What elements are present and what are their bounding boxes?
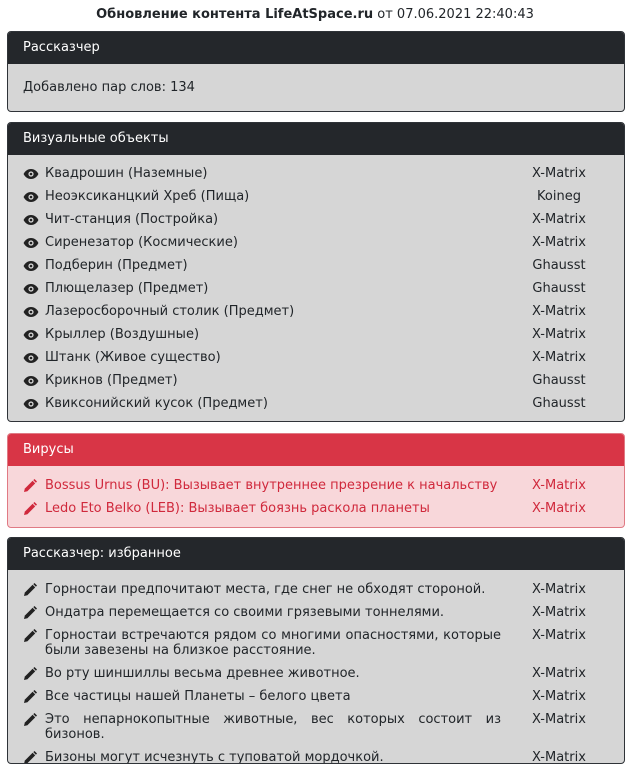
visual-object-row-text: Сиренезатор (Космические): [45, 235, 238, 250]
eye-icon: [23, 323, 45, 346]
virus-row: [23, 497, 609, 520]
pencil-icon: [23, 578, 45, 601]
favorite-row-text: Ондатра перемещается со своими грязевыми тоннелями.: [45, 605, 445, 620]
visual-object-row-author: X-Matrix: [532, 235, 586, 250]
viruses-card-title: Вирусы: [8, 434, 624, 466]
favorite-row-text: Все частицы нашей Планеты – белого цвета: [45, 689, 351, 704]
virus-row: [23, 474, 609, 497]
visual-object-row: [23, 277, 609, 300]
favorite-row: [23, 601, 609, 624]
visual-object-row-text: Крикнов (Предмет): [45, 373, 178, 388]
visual-object-row-text: Квиксонийский кусок (Предмет): [45, 396, 268, 411]
visual-object-row-author: Ghausst: [532, 373, 586, 388]
visual-object-row: [23, 162, 609, 185]
pencil-icon: [23, 624, 45, 647]
favorite-row-author: X-Matrix: [532, 666, 586, 681]
pencil-icon: [23, 601, 45, 624]
visual-object-row: [23, 323, 609, 346]
favorite-row-text: Во рту шиншиллы весьма древнее животное.: [45, 666, 360, 681]
visual-object-row: [23, 392, 609, 415]
visual-object-row: [23, 346, 609, 369]
visual-object-row-author: Ghausst: [532, 396, 586, 411]
eye-icon: [23, 369, 45, 392]
visual-object-row: [23, 185, 609, 208]
viruses-list: [8, 466, 624, 520]
visual-object-row-text: Лазеросборочный столик (Предмет): [45, 304, 295, 319]
favorite-row-author: X-Matrix: [532, 628, 586, 643]
storyteller-card: [7, 31, 625, 112]
favorite-row-author: X-Matrix: [532, 582, 586, 597]
page-header: [0, 6, 630, 24]
pencil-icon: [23, 474, 45, 497]
favorite-row-author: X-Matrix: [532, 712, 586, 727]
visual-object-row: [23, 208, 609, 231]
virus-row-author: X-Matrix: [532, 478, 586, 493]
page-title: Обновление контента LifeAtSpace.ru: [96, 7, 374, 22]
favorite-row: [23, 685, 609, 708]
eye-icon: [23, 254, 45, 277]
visual-object-row-text: Квадрошин (Наземные): [45, 166, 208, 181]
update-date: от 07.06.2021 22:40:43: [377, 7, 534, 22]
visual-object-row: [23, 254, 609, 277]
pencil-icon: [23, 497, 45, 520]
visual-object-row-author: Ghausst: [532, 281, 586, 296]
visual-object-row-author: X-Matrix: [532, 166, 586, 181]
eye-icon: [23, 300, 45, 323]
pencil-icon: [23, 662, 45, 685]
favorite-row-author: X-Matrix: [532, 750, 586, 764]
visual-object-row-author: X-Matrix: [532, 350, 586, 365]
visual-object-row-text: Чит-станция (Постройка): [45, 212, 219, 227]
visual-object-row-text: Крыллер (Воздушные): [45, 327, 200, 342]
visual-object-row-text: Неоэксиканцкий Хреб (Пища): [45, 189, 250, 204]
storyteller-summary: Добавлено пар слов: 134: [23, 80, 195, 95]
visual-objects-card-title: Визуальные объекты: [8, 123, 624, 155]
eye-icon: [23, 208, 45, 231]
visual-object-row: [23, 231, 609, 254]
eye-icon: [23, 277, 45, 300]
visual-objects-list: [8, 155, 624, 415]
visual-object-row-author: X-Matrix: [532, 304, 586, 319]
favorite-row-text: Горностаи встречаются рядом со многими опасностями, которые были завезены на близкое расстояние.: [45, 628, 501, 658]
visual-object-row-author: X-Matrix: [532, 327, 586, 342]
pencil-icon: [23, 746, 45, 764]
pencil-icon: [23, 708, 45, 731]
virus-row-author: X-Matrix: [532, 501, 586, 516]
visual-object-row: [23, 300, 609, 323]
favorite-row-author: X-Matrix: [532, 605, 586, 620]
visual-object-row-text: Подберин (Предмет): [45, 258, 188, 273]
visual-object-row-author: X-Matrix: [532, 212, 586, 227]
visual-objects-card: [7, 122, 625, 422]
visual-object-row: [23, 369, 609, 392]
eye-icon: [23, 346, 45, 369]
favorite-row: [23, 662, 609, 685]
visual-object-row-text: Штанк (Живое существо): [45, 350, 221, 365]
favorite-row: [23, 624, 609, 662]
favorite-row-text: Бизоны могут исчезнуть с туповатой мордочкой.: [45, 750, 384, 764]
favorite-row: [23, 578, 609, 601]
eye-icon: [23, 162, 45, 185]
favorite-row-text: Горностаи предпочитают места, где снег не обходят стороной.: [45, 582, 486, 597]
favorites-list: [8, 570, 624, 764]
visual-object-row-author: Ghausst: [532, 258, 586, 273]
virus-row-text: Ledo Eto Belko (LEB): Вызывает боязнь раскола планеты: [45, 501, 430, 516]
eye-icon: [23, 392, 45, 415]
viruses-card: [7, 433, 625, 528]
favorites-card-title: Рассказчер: избранное: [8, 538, 624, 570]
favorite-row-author: X-Matrix: [532, 689, 586, 704]
eye-icon: [23, 185, 45, 208]
pencil-icon: [23, 685, 45, 708]
favorite-row-text: Это непарнокопытные животные, вес которых состоит из бизонов.: [45, 712, 501, 742]
favorite-row: [23, 746, 609, 764]
visual-object-row-author: Koineg: [537, 189, 581, 204]
virus-row-text: Bossus Urnus (BU): Вызывает внутреннее презрение к начальству: [45, 478, 498, 493]
storyteller-card-title: Рассказчер: [8, 32, 624, 64]
eye-icon: [23, 231, 45, 254]
favorite-row: [23, 708, 609, 746]
visual-object-row-text: Плющелазер (Предмет): [45, 281, 209, 296]
favorites-card: [7, 537, 625, 764]
